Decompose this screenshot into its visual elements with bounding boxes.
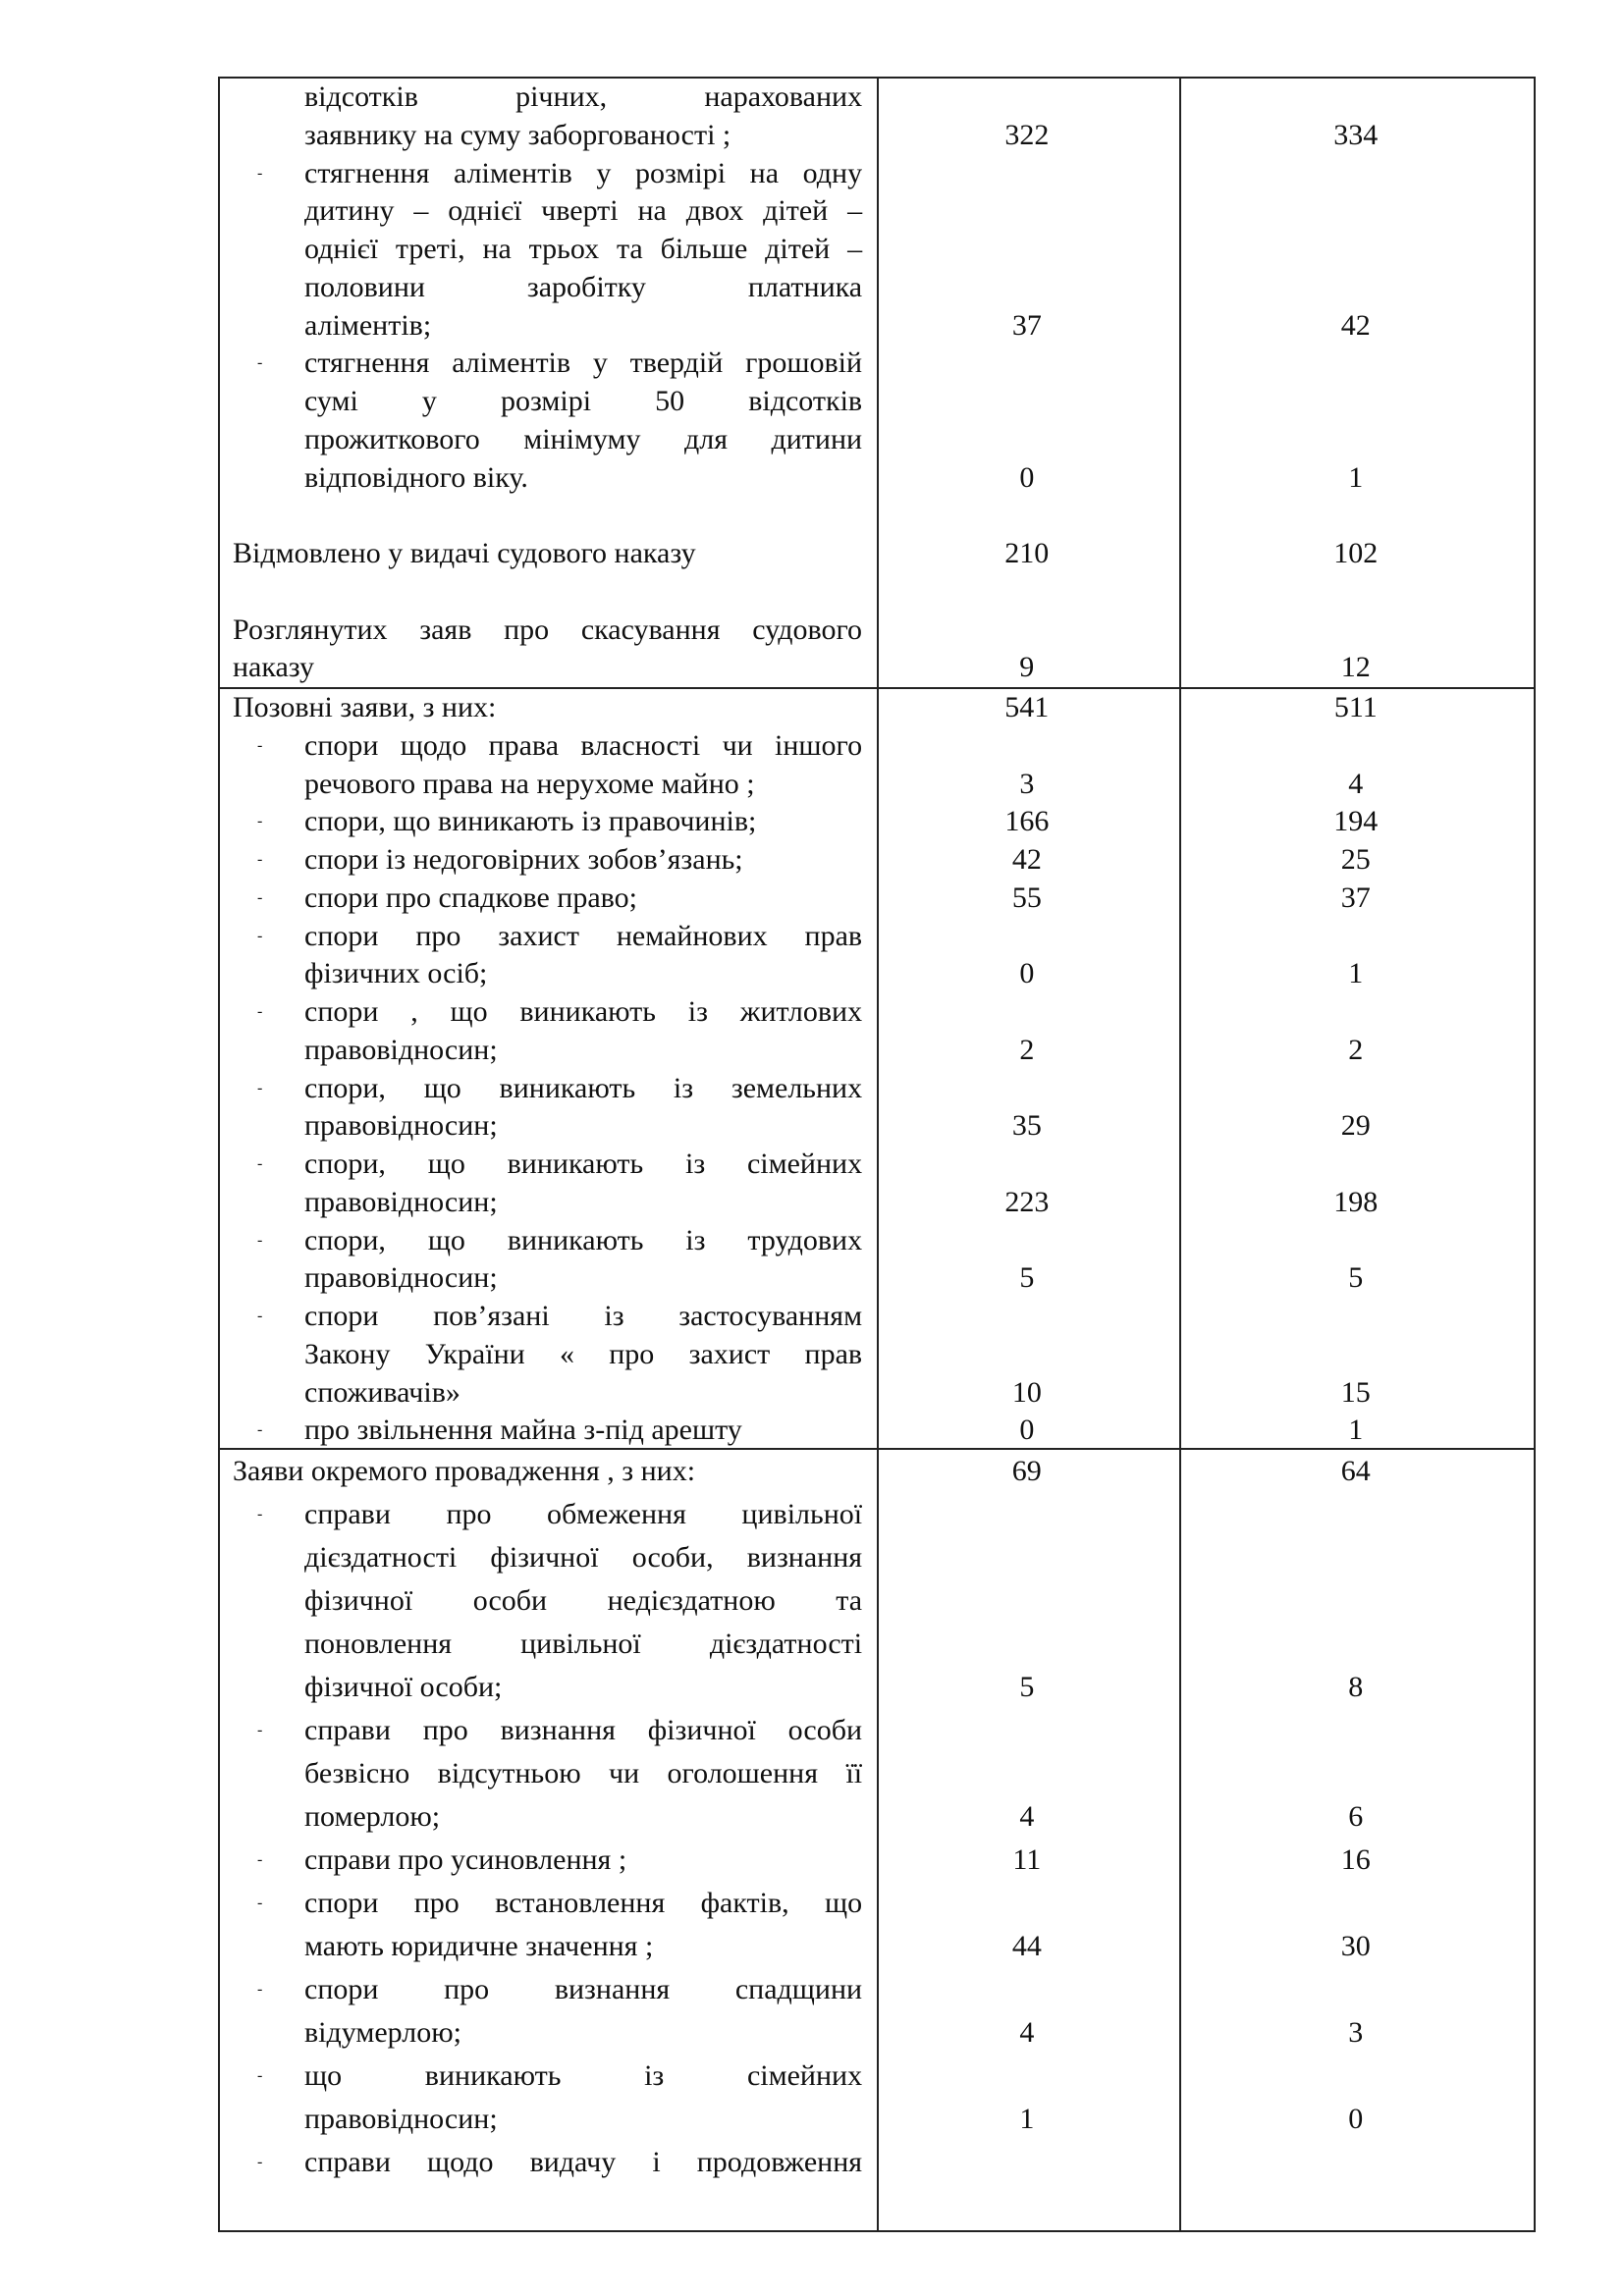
row-label bbox=[220, 1070, 876, 1147]
label-line: про звільнення майна з-під арешту bbox=[304, 1414, 742, 1447]
value-column-1: 9 bbox=[1019, 651, 1035, 684]
label-line: споживачів» bbox=[304, 1375, 460, 1409]
label-line: стягнення аліментів у твердій грошовій bbox=[304, 347, 863, 380]
bullet-dash: - bbox=[257, 1421, 263, 1439]
table-row bbox=[220, 1968, 1534, 2055]
bullet-dash: - bbox=[257, 2154, 263, 2170]
label-line: дитину – однієї чверті на двох дітей – bbox=[304, 194, 863, 228]
label-line: прожиткового мінімуму для дитини bbox=[304, 422, 863, 455]
label-line: спори пов’язані із застосуванням bbox=[304, 1300, 863, 1332]
value-column-2: 12 bbox=[1340, 651, 1371, 684]
label-line: померлою; bbox=[304, 1800, 441, 1833]
row-label bbox=[220, 155, 876, 346]
label-line: справи про усиновлення ; bbox=[304, 1843, 627, 1876]
value-column-1: 42 bbox=[1011, 843, 1042, 876]
value-column-2: 6 bbox=[1348, 1800, 1364, 1833]
value-column-1: 1 bbox=[1019, 2103, 1035, 2135]
table-row bbox=[220, 1412, 1534, 1448]
value-column-1: 69 bbox=[1011, 1455, 1042, 1487]
label-line: фізичних осіб; bbox=[304, 957, 488, 990]
row-label bbox=[220, 993, 876, 1070]
table-row bbox=[220, 2055, 1534, 2141]
label-line: спори про захист немайнових прав bbox=[304, 919, 863, 952]
section-lawsuits bbox=[220, 687, 1534, 1448]
table-row bbox=[220, 1070, 1534, 1147]
label-line: речового права на нерухоме майно ; bbox=[304, 767, 755, 800]
table-row bbox=[220, 1709, 1534, 1839]
table-row bbox=[220, 1450, 1534, 1493]
label-line: фізичної особи; bbox=[304, 1671, 503, 1703]
value-column-1: 11 bbox=[1012, 1843, 1042, 1876]
label-line: відумерлою; bbox=[304, 2016, 461, 2049]
value-column-2: 37 bbox=[1340, 881, 1371, 914]
label-line: поновлення цивільної дієздатності bbox=[304, 1628, 863, 1660]
value-column-1: 541 bbox=[1004, 691, 1050, 723]
value-column-2: 194 bbox=[1333, 805, 1379, 838]
value-column-1: 223 bbox=[1004, 1185, 1050, 1218]
value-column-2: 8 bbox=[1348, 1671, 1364, 1703]
label-line: спори, що виникають із сімейних bbox=[304, 1148, 863, 1180]
label-line: половини заробітку платника bbox=[304, 270, 863, 303]
row-label bbox=[220, 612, 876, 688]
table-row bbox=[220, 880, 1534, 918]
label-line: заявнику на суму заборгованості ; bbox=[304, 118, 731, 151]
bullet-dash: - bbox=[257, 2067, 263, 2084]
table-row bbox=[220, 1882, 1534, 1968]
label-line: справи про визнання фізичної особи bbox=[304, 1714, 863, 1746]
section-court-orders bbox=[220, 79, 1534, 687]
label-line: аліментів; bbox=[304, 308, 432, 342]
value-column-1: 37 bbox=[1011, 308, 1042, 342]
label-line: Розглянутих заяв про скасування судового bbox=[233, 613, 863, 646]
row-label bbox=[220, 1222, 876, 1299]
row-label bbox=[220, 1882, 876, 1968]
table-row bbox=[220, 1839, 1534, 1882]
row-label bbox=[220, 880, 876, 918]
row-label bbox=[220, 345, 876, 497]
table-row bbox=[220, 535, 1534, 573]
row-label bbox=[220, 803, 876, 841]
label-line: Відмовлено у видачі судового наказу bbox=[233, 537, 696, 569]
row-label bbox=[220, 1450, 876, 1493]
label-line: наказу bbox=[233, 651, 315, 684]
value-column-2: 198 bbox=[1333, 1185, 1379, 1218]
label-line: сумі у розмірі 50 відсотків bbox=[304, 385, 863, 417]
bullet-dash: - bbox=[257, 1722, 263, 1738]
value-column-1: 0 bbox=[1019, 1414, 1035, 1447]
value-column-1: 5 bbox=[1019, 1671, 1035, 1703]
table-row bbox=[220, 2141, 1534, 2184]
value-column-2: 334 bbox=[1333, 118, 1379, 151]
label-line: безвісно відсутньою чи оголошення її bbox=[304, 1757, 863, 1789]
label-line: Закону України « про захист прав bbox=[304, 1337, 863, 1370]
label-line: відсотків річних, нарахованих bbox=[304, 80, 863, 113]
row-label bbox=[220, 1146, 876, 1222]
label-line: спори про встановлення фактів, що bbox=[304, 1887, 863, 1919]
label-line: правовідносин; bbox=[304, 2103, 498, 2135]
value-column-2: 25 bbox=[1340, 843, 1371, 876]
section-special-proceedings bbox=[220, 1448, 1534, 2230]
label-line: відповідного віку. bbox=[304, 460, 528, 494]
label-line: спори щодо права власності чи іншого bbox=[304, 728, 863, 762]
table-row bbox=[220, 993, 1534, 1070]
bullet-dash: - bbox=[257, 888, 263, 906]
value-column-1: 210 bbox=[1004, 537, 1050, 569]
label-line: що виникають із сімейних bbox=[304, 2059, 863, 2092]
label-line: дієздатності фізичної особи, визнання bbox=[304, 1541, 863, 1574]
value-column-1: 2 bbox=[1019, 1033, 1035, 1066]
value-column-2: 1 bbox=[1348, 957, 1364, 990]
row-label bbox=[220, 1968, 876, 2055]
value-column-1: 55 bbox=[1011, 881, 1042, 914]
table-row bbox=[220, 1493, 1534, 1709]
bullet-dash: - bbox=[257, 813, 263, 830]
label-line: спори про визнання спадщини bbox=[304, 1973, 863, 2005]
row-label bbox=[220, 1709, 876, 1839]
bullet-dash: - bbox=[257, 1506, 263, 1522]
bullet-dash: - bbox=[257, 1231, 263, 1249]
row-label bbox=[220, 727, 876, 804]
label-line: спори про спадкове право; bbox=[304, 881, 637, 914]
row-label bbox=[220, 1298, 876, 1412]
value-column-2: 511 bbox=[1333, 691, 1378, 723]
row-label bbox=[220, 918, 876, 994]
label-line: спори із недоговірних зобов’язань; bbox=[304, 843, 743, 876]
bullet-dash: - bbox=[257, 736, 263, 754]
value-column-2: 42 bbox=[1340, 308, 1371, 342]
value-column-1: 4 bbox=[1019, 1800, 1035, 1833]
label-line: Заяви окремого провадження , з них: bbox=[233, 1455, 696, 1487]
bullet-dash: - bbox=[257, 1003, 263, 1020]
row-label bbox=[220, 1412, 876, 1448]
table-row bbox=[220, 1222, 1534, 1299]
bullet-dash: - bbox=[257, 354, 263, 372]
label-line: правовідносин; bbox=[304, 1033, 498, 1066]
bullet-dash: - bbox=[257, 164, 263, 182]
value-column-2: 102 bbox=[1333, 537, 1379, 569]
value-column-2: 3 bbox=[1348, 2016, 1364, 2049]
value-column-1: 0 bbox=[1019, 957, 1035, 990]
row-label bbox=[220, 1839, 876, 1882]
row-label bbox=[220, 689, 876, 727]
value-column-1: 166 bbox=[1004, 805, 1050, 838]
table-row bbox=[220, 727, 1534, 804]
bullet-dash: - bbox=[257, 1155, 263, 1172]
label-line: однієї треті, на трьох та більше дітей – bbox=[304, 233, 863, 265]
label-line: мають юридичне значення ; bbox=[304, 1930, 654, 1962]
value-column-1: 0 bbox=[1019, 460, 1035, 494]
table-row bbox=[220, 803, 1534, 841]
value-column-2: 5 bbox=[1348, 1261, 1364, 1295]
label-line: правовідносин; bbox=[304, 1185, 498, 1218]
value-column-1: 5 bbox=[1019, 1261, 1035, 1295]
label-line: справи про обмеження цивільної bbox=[304, 1498, 863, 1530]
label-line: спори, що виникають із трудових bbox=[304, 1223, 863, 1256]
label-line: правовідносин; bbox=[304, 1109, 498, 1143]
table-row bbox=[220, 1146, 1534, 1222]
bullet-dash: - bbox=[257, 1895, 263, 1911]
value-column-1: 322 bbox=[1004, 118, 1050, 151]
statistics-table bbox=[218, 77, 1536, 2232]
table-row bbox=[220, 612, 1534, 688]
table-row bbox=[220, 841, 1534, 880]
label-line: Позовні заяви, з них: bbox=[233, 691, 497, 723]
value-column-2: 15 bbox=[1340, 1375, 1371, 1409]
bullet-dash: - bbox=[257, 851, 263, 868]
row-label bbox=[220, 535, 876, 573]
row-label bbox=[220, 79, 876, 155]
bullet-dash: - bbox=[257, 1981, 263, 1998]
value-column-1: 10 bbox=[1011, 1375, 1042, 1409]
bullet-dash: - bbox=[257, 1851, 263, 1868]
label-line: спори, що виникають із земельних bbox=[304, 1071, 863, 1104]
value-column-1: 35 bbox=[1011, 1109, 1042, 1143]
label-line: спори , що виникають із житлових bbox=[304, 995, 863, 1028]
row-label bbox=[220, 2055, 876, 2141]
bullet-dash: - bbox=[257, 927, 263, 944]
value-column-2: 4 bbox=[1348, 767, 1364, 800]
label-line: справи щодо видачу і продовження bbox=[304, 2146, 863, 2178]
table-row bbox=[220, 689, 1534, 727]
label-line: стягнення аліментів у розмірі на одну bbox=[304, 156, 863, 189]
row-label bbox=[220, 1493, 876, 1709]
label-line: фізичної особи недієздатною та bbox=[304, 1584, 863, 1617]
table-row bbox=[220, 1298, 1534, 1412]
value-column-2: 2 bbox=[1348, 1033, 1364, 1066]
row-label bbox=[220, 841, 876, 880]
value-column-1: 44 bbox=[1011, 1930, 1042, 1962]
value-column-2: 16 bbox=[1340, 1843, 1371, 1876]
label-line: правовідносин; bbox=[304, 1261, 498, 1295]
value-column-1: 3 bbox=[1019, 767, 1035, 800]
value-column-2: 1 bbox=[1348, 1414, 1364, 1447]
table-row bbox=[220, 918, 1534, 994]
bullet-dash: - bbox=[257, 1079, 263, 1096]
table-row bbox=[220, 345, 1534, 497]
bullet-dash: - bbox=[257, 1308, 263, 1324]
value-column-2: 30 bbox=[1340, 1930, 1371, 1962]
value-column-2: 0 bbox=[1348, 2103, 1364, 2135]
table-row bbox=[220, 79, 1534, 155]
table-row bbox=[220, 155, 1534, 346]
row-label bbox=[220, 2141, 876, 2184]
value-column-2: 1 bbox=[1348, 460, 1364, 494]
value-column-1: 4 bbox=[1019, 2016, 1035, 2049]
label-line: спори, що виникають із правочинів; bbox=[304, 805, 757, 838]
value-column-2: 64 bbox=[1340, 1455, 1371, 1487]
value-column-2: 29 bbox=[1340, 1109, 1371, 1143]
